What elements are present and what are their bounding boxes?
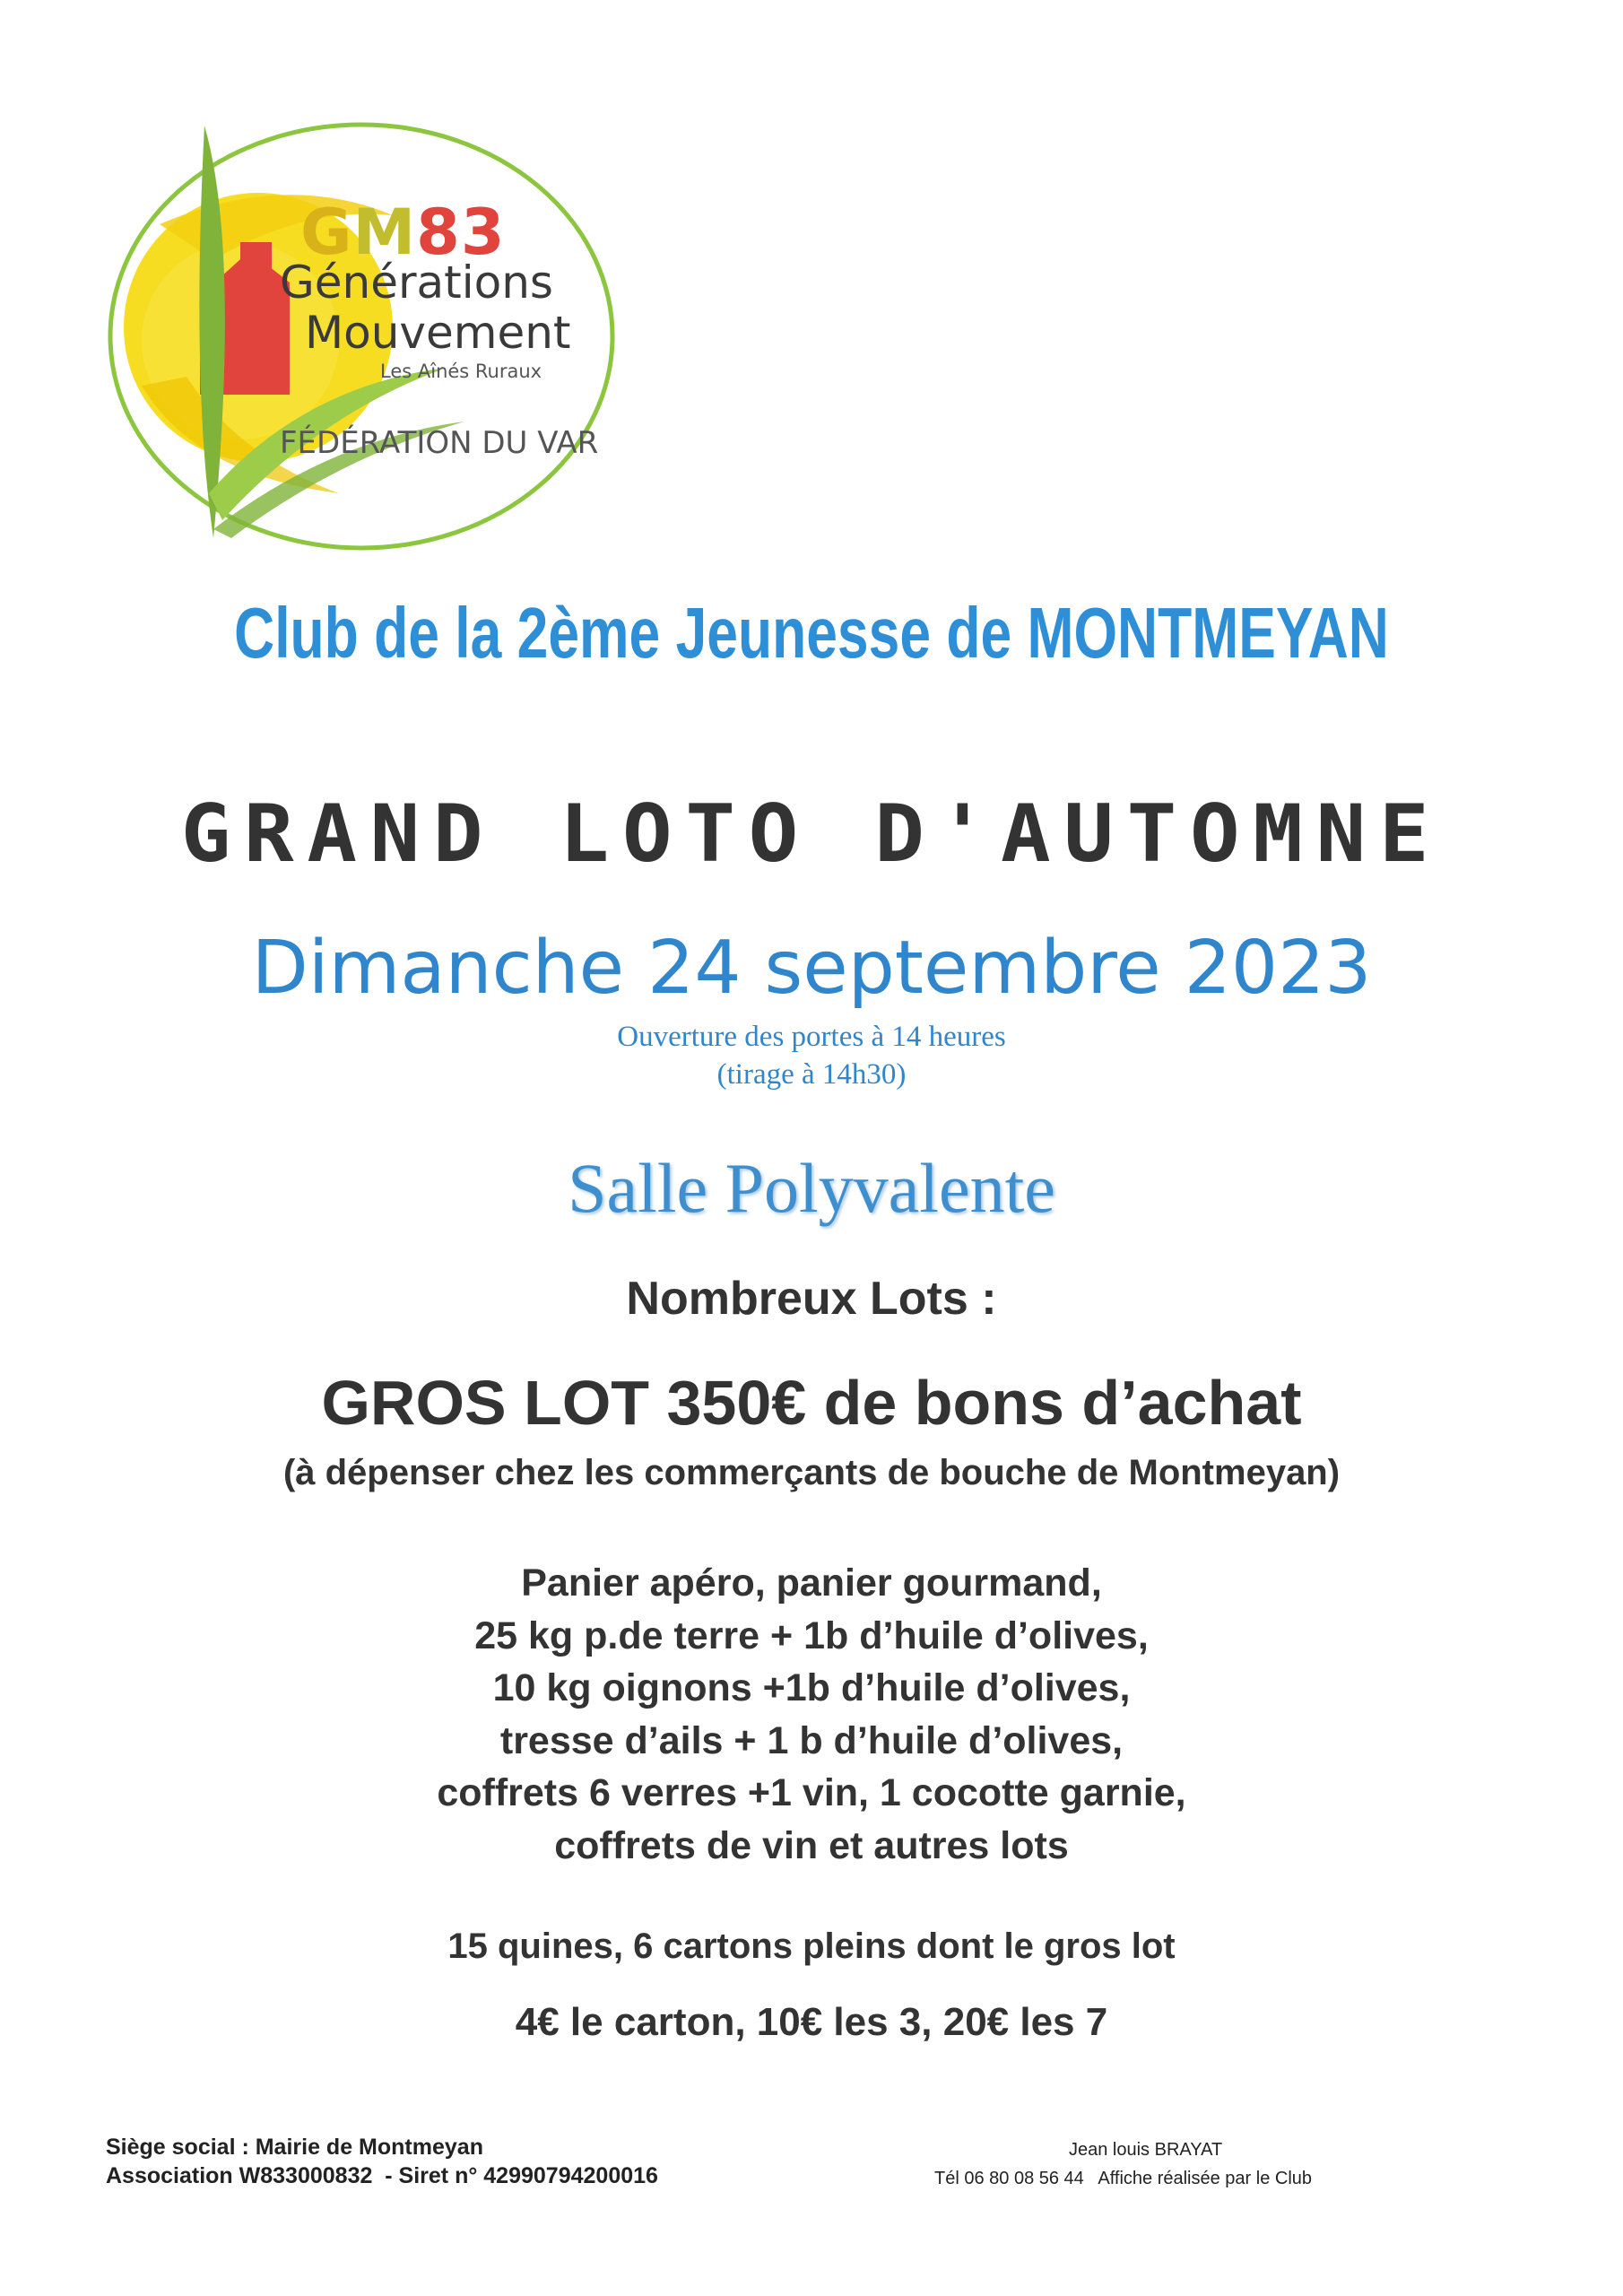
logo-tagline: Les Aînés Ruraux <box>380 361 542 382</box>
prize-item: coffrets de vin et autres lots <box>554 1823 1069 1867</box>
club-title: Club de la 2ème Jeunesse de MONTMEYAN <box>234 593 1389 673</box>
logo-gm83: GM83 <box>300 196 506 269</box>
event-title: GRAND LOTO D'AUTOMNE <box>180 787 1443 880</box>
logo-mouvement: Mouvement <box>305 307 571 359</box>
venue: Salle Polyvalente <box>568 1149 1055 1227</box>
logo-federation: FÉDÉRATION DU VAR <box>280 425 599 461</box>
footer-head-office: Siège social : Mairie de Montmeyan <box>106 2135 483 2160</box>
grand-prize: GROS LOT 350€ de bons d’achat <box>321 1368 1302 1438</box>
logo-tree <box>199 126 224 538</box>
quines-info: 15 quines, 6 cartons pleins dont le gros lot <box>447 1926 1176 1966</box>
prize-item: tresse d’ails + 1 b d’huile d’olives, <box>499 1718 1124 1762</box>
prize-item: 25 kg p.de terre + 1b d’huile d’olives, <box>474 1613 1149 1657</box>
card-prices: 4€ le carton, 10€ les 3, 20€ les 7 <box>515 2000 1108 2044</box>
doors-opening: Ouverture des portes à 14 heures <box>617 1021 1006 1053</box>
event-date: Dimanche 24 septembre 2023 <box>251 926 1372 1011</box>
footer-contact-name: Jean louis BRAYAT <box>1069 2140 1223 2160</box>
prize-list <box>0 1557 1623 1872</box>
logo-generations: Générations <box>280 257 553 309</box>
draw-time: (tirage à 14h30) <box>716 1058 907 1091</box>
footer-contact-line: Tél 06 80 08 56 44 Affiche réalisée par le Club <box>934 2169 1313 2188</box>
grand-prize-note: (à dépenser chez les commerçants de bouche de Montmeyan) <box>282 1453 1341 1492</box>
prize-item: 10 kg oignons +1b d’huile d’olives, <box>492 1666 1131 1709</box>
footer-association: Association W833000832 - Siret n° 42990794200016 <box>106 2163 658 2188</box>
prize-item: Panier apéro, panier gourmand, <box>521 1561 1102 1605</box>
prize-item: coffrets 6 verres +1 vin, 1 cocotte garnie, <box>437 1771 1186 1814</box>
lots-title: Nombreux Lots : <box>626 1273 997 1325</box>
